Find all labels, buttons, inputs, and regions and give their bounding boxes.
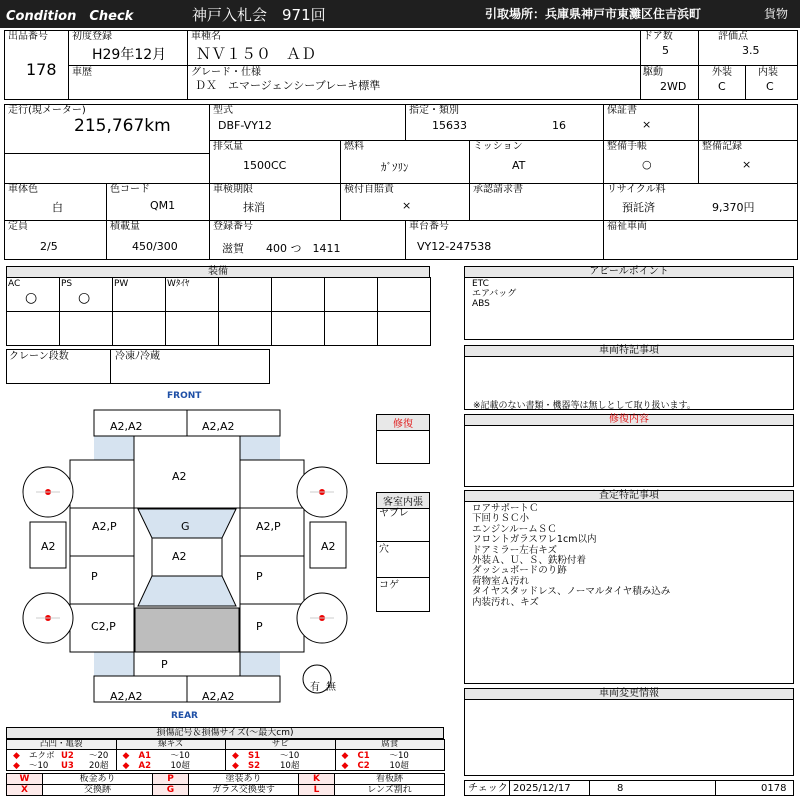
appeal-line: ABS (472, 299, 490, 309)
rear-label: REAR (171, 711, 198, 721)
legend-block (6, 727, 444, 796)
fuel-label: 燃料 (344, 141, 364, 152)
legend-diamond-icon: ◆ (13, 761, 20, 771)
repair-title: 修復内容 (465, 415, 793, 426)
equipment-label: PS (61, 279, 73, 289)
inspection-note-line: ロアサポートＣ (472, 503, 539, 514)
legend-group-name: 線キズ (117, 740, 226, 750)
legend-meaning: 板金あり (42, 773, 153, 785)
mileage: 215,767km (74, 116, 171, 136)
damage-back: P (161, 658, 168, 671)
legend-entry: U2 (61, 751, 74, 761)
shade-zone (94, 652, 134, 676)
equipment-cell (112, 277, 166, 312)
chassis: VY12-247538 (417, 240, 492, 253)
front-label: FRONT (167, 391, 202, 401)
interior-label: 内装 (758, 67, 778, 78)
equipment-label: AC (8, 279, 21, 289)
legend-group (335, 739, 446, 771)
rear-glass-shape (138, 576, 236, 606)
legend-diamond-icon: ◆ (341, 761, 349, 771)
legend-group-name: サビ (226, 740, 335, 750)
equipment-cell (271, 277, 325, 312)
special-notes-title: 車両特記事項 (465, 346, 793, 357)
damage-left-front-door: A2,P (92, 520, 117, 533)
equipment-mark: ○ (78, 290, 91, 306)
car-diagram (0, 388, 376, 724)
damage-bottom-left: A2,A2 (110, 690, 143, 703)
inspection-note-line: 外装Ａ、Ｕ、Ｓ、鉄粉付着 (472, 555, 587, 567)
damage-right-front-door: A2,P (256, 520, 281, 533)
inspection-note-line: 内装汚れ、キズ (472, 596, 539, 608)
cabin-title: 客室内張 (377, 493, 429, 509)
inspection-notes-panel (464, 490, 794, 684)
damage-roof: A2 (172, 550, 187, 563)
legend-group-name: 腐食 (336, 740, 445, 750)
appeal-line: エアバッグ (472, 289, 517, 299)
service-record-label: 整備記録 (702, 141, 742, 152)
legend-meaning: レンズ割れ (334, 784, 445, 796)
equipment-label: PW (114, 279, 129, 289)
type: DBF-VY12 (218, 119, 272, 132)
service-book-label: 整備手帳 (607, 141, 647, 152)
insurance-label: 検付自賠責 (344, 184, 394, 195)
legend-group (116, 739, 227, 771)
legend-diamond-icon: ◆ (232, 761, 239, 771)
type-label: 型式 (213, 105, 233, 116)
equipment-cell (324, 311, 378, 346)
capacity-label: 定員 (8, 221, 28, 232)
special-notes-panel (464, 345, 794, 410)
legend-meaning: 交換跡 (42, 784, 153, 796)
inspection-note-line: フロントガラスワレ1cm以内 (472, 534, 597, 546)
legend-meaning: ガラス交換要す (188, 784, 299, 796)
exterior-label: 外装 (712, 67, 732, 78)
inspection-label: 車検期限 (213, 184, 253, 195)
inspection-note-line: ダッシュボードのり跡 (472, 565, 567, 577)
drive-label: 駆動 (643, 67, 663, 78)
check-id: 0178 (761, 783, 787, 794)
damage-windshield: G (181, 520, 190, 533)
check-number: 8 (617, 783, 624, 794)
equipment-cell (165, 311, 219, 346)
appeal-list (472, 279, 516, 309)
service-book: ○ (642, 158, 652, 171)
insurance: × (402, 199, 412, 212)
legend-diamond-icon: ◆ (122, 761, 130, 771)
legend-meaning: 看板跡 (334, 773, 445, 785)
body-color: 白 (52, 201, 63, 214)
damage-right-rear: P (256, 620, 263, 633)
transmission-label: ミッション (473, 141, 523, 152)
crane-box (6, 349, 111, 384)
spare-no: 無 (326, 682, 336, 693)
shade-zone (94, 436, 134, 460)
warranty: × (642, 118, 652, 131)
inspection-note-line: エンジンルームＳＣ (472, 523, 557, 535)
inspection-note-line: 下回りＳＣ小 (472, 513, 530, 525)
legend-entry: ～20 (89, 751, 109, 761)
tailgate-panel (134, 652, 240, 676)
condition-check-title: Condition Check (6, 9, 134, 24)
reg-no-label: 登録番号 (213, 221, 253, 232)
cabin-item: コゲ (379, 580, 399, 591)
history-label: 車歴 (72, 67, 92, 78)
recycle-fee: 9,370円 (712, 201, 755, 214)
recycle-status: 預託済 (622, 201, 655, 214)
first-reg-label: 初度登録 (72, 31, 112, 42)
legend-entry: S1 (248, 751, 261, 761)
legend-groups (6, 739, 444, 771)
cabin-item: 穴 (379, 544, 389, 555)
legend-code: W (6, 773, 43, 785)
header-bar (0, 0, 800, 28)
legend-entry: A2 (138, 761, 151, 771)
listing-no-label: 出品番号 (8, 31, 48, 42)
legend-group (6, 739, 117, 771)
auction-name: 神戸入札会 971回 (192, 6, 326, 24)
legend-code: P (152, 773, 189, 785)
freezer-box (110, 349, 270, 384)
shade-zone (240, 436, 280, 460)
inspection-notes-list (472, 504, 670, 608)
check-row (464, 780, 794, 796)
grade: ＤＸ エマージェンシーブレーキ標準 (195, 79, 381, 92)
damage-left-fender: A2 (41, 540, 56, 553)
color-code: QM1 (150, 199, 176, 212)
approval-label: 承認請求書 (473, 184, 523, 195)
roof-panel (152, 538, 222, 576)
wheel-rear-right-icon (297, 593, 347, 643)
equipment-cell (6, 311, 60, 346)
legend-entry: ～10 (170, 751, 190, 761)
equipment-mark: ○ (25, 290, 38, 306)
displacement: 1500CC (243, 159, 287, 172)
capacity: 2/5 (40, 240, 58, 253)
first-reg: H29年12月 (92, 47, 167, 63)
pickup-location: 引取場所：兵庫県神戸市東灘区住吉浜町 (485, 7, 702, 21)
spare-yes: 有 (310, 682, 320, 693)
displacement-label: 排気量 (213, 141, 243, 152)
drive: 2WD (660, 80, 687, 93)
damage-right-fender: A2 (321, 540, 336, 553)
fuel: ｶﾞｿﾘﾝ (381, 161, 409, 174)
hood-panel (134, 436, 240, 508)
wheel-front-right-icon (297, 467, 347, 517)
damage-hood: A2 (172, 470, 187, 483)
inspection: 抹消 (243, 201, 265, 214)
equipment-cell (218, 277, 272, 312)
grade-points-label: 評価点 (718, 31, 748, 42)
change-info-panel (464, 688, 794, 776)
legend-entry: ～10 (280, 751, 300, 761)
legend-code: L (298, 784, 335, 796)
equipment-cell (165, 277, 219, 312)
equipment-cell (59, 277, 113, 312)
equipment-cell (59, 311, 113, 346)
damage-left-mid: P (91, 570, 98, 583)
legend-diamond-icon: ◆ (13, 751, 20, 761)
color-code-label: 色コード (110, 184, 150, 195)
repair-small-box (376, 414, 430, 464)
service-record: × (742, 158, 752, 171)
doors-label: ドア数 (643, 31, 673, 42)
equipment-label: Wﾀｲﾔ (167, 279, 190, 289)
crane-label: クレーン段数 (9, 351, 69, 362)
appeal-line: ETC (472, 279, 489, 289)
load-label: 積載量 (110, 221, 140, 232)
inspection-note-line: 荷物室Ａ汚れ (472, 575, 530, 587)
exterior: C (718, 80, 726, 93)
check-label: チェック (468, 783, 508, 794)
equipment-cell (377, 311, 431, 346)
freezer-label: 冷凍ﾉ冷蔵 (115, 351, 160, 362)
legend-entry: ～10 (389, 751, 409, 761)
spec-2: 16 (552, 119, 566, 132)
legend-code: G (152, 784, 189, 796)
legend-entry: 10超 (389, 761, 409, 771)
model-name-label: 車種名 (191, 31, 221, 42)
equipment-cell (324, 277, 378, 312)
legend-meaning: 塗装あり (188, 773, 299, 785)
equipment-cell (218, 311, 272, 346)
legend-entry: U3 (61, 761, 74, 771)
change-info-title: 車両変更情報 (465, 689, 793, 700)
cargo-shade (135, 608, 239, 652)
appeal-panel (464, 266, 794, 340)
shade-zone (240, 652, 280, 676)
load: 450/300 (132, 240, 178, 253)
inspection-notes-title: 査定特記事項 (465, 491, 793, 502)
repair-panel (464, 414, 794, 487)
legend-rows (6, 773, 444, 796)
legend-diamond-icon: ◆ (122, 751, 130, 761)
model-name: ＮＶ１５０ ＡＤ (196, 45, 317, 63)
damage-top-left: A2,A2 (110, 420, 143, 433)
legend-code: K (298, 773, 335, 785)
inspection-note-line: タイヤスタッドレス、ノーマルタイヤ積み込み (472, 586, 671, 598)
body-color-label: 車体色 (8, 184, 38, 195)
special-notes-footer: ※記載のない書類・機器等は無しとして取り扱います。 (473, 401, 696, 411)
warranty-label: 保証書 (607, 105, 637, 116)
legend-entry: 10超 (170, 761, 190, 771)
damage-top-right: A2,A2 (202, 420, 235, 433)
wheel-rear-left-icon (23, 593, 73, 643)
equipment-cell (112, 311, 166, 346)
damage-bottom-right: A2,A2 (202, 690, 235, 703)
legend-entry: S2 (248, 761, 261, 771)
cabin-item: ヤブレ (379, 508, 409, 519)
legend-diamond-icon: ◆ (341, 751, 349, 761)
doors: 5 (662, 44, 669, 57)
legend-entry: C2 (357, 761, 370, 771)
wheel-front-left-icon (23, 467, 73, 517)
legend-entry: ～10 (29, 761, 49, 771)
legend-entry: A1 (138, 751, 151, 761)
interior: C (766, 80, 774, 93)
transmission: AT (512, 159, 526, 172)
legend-diamond-icon: ◆ (232, 751, 239, 761)
inspection-note-line: ドアミラー左右キズ (472, 544, 558, 556)
listing-no: 178 (26, 60, 57, 79)
chassis-label: 車台番号 (409, 221, 449, 232)
legend-group-name: 凸凹・亀裂 (7, 740, 116, 750)
repair-small-label: 修復 (377, 415, 429, 431)
legend-entry: C1 (357, 751, 370, 761)
grade-points: 3.5 (742, 44, 760, 57)
grade-label: グレード・仕様 (191, 67, 261, 78)
equipment-cell (6, 277, 60, 312)
appeal-title: アピールポイント (465, 267, 793, 278)
equipment-cell (377, 277, 431, 312)
equipment-title: 装備 (208, 266, 228, 277)
damage-left-rear: C2,P (91, 620, 116, 633)
legend-entry: 10超 (280, 761, 300, 771)
legend-entry: エクボ (29, 751, 55, 761)
legend-title: 損傷記号＆損傷サイズ(～最大cm) (6, 727, 444, 739)
legend-entry: 20超 (89, 761, 109, 771)
spec-1: 15633 (432, 119, 467, 132)
damage-right-mid: P (256, 570, 263, 583)
welfare-label: 福祉車両 (607, 221, 647, 232)
legend-code: X (6, 784, 43, 796)
equipment-cell (271, 311, 325, 346)
vehicle-category: 貨物 (764, 7, 789, 21)
mileage-label: 走行(現メーター) (8, 105, 86, 116)
reg-no: 滋賀 400 つ 1411 (222, 242, 341, 255)
spec-label: 指定・類別 (409, 105, 459, 116)
check-date: 2025/12/17 (513, 783, 571, 794)
recycle-label: リサイクル料 (607, 184, 666, 195)
legend-group (225, 739, 336, 771)
cabin-box (376, 492, 430, 612)
